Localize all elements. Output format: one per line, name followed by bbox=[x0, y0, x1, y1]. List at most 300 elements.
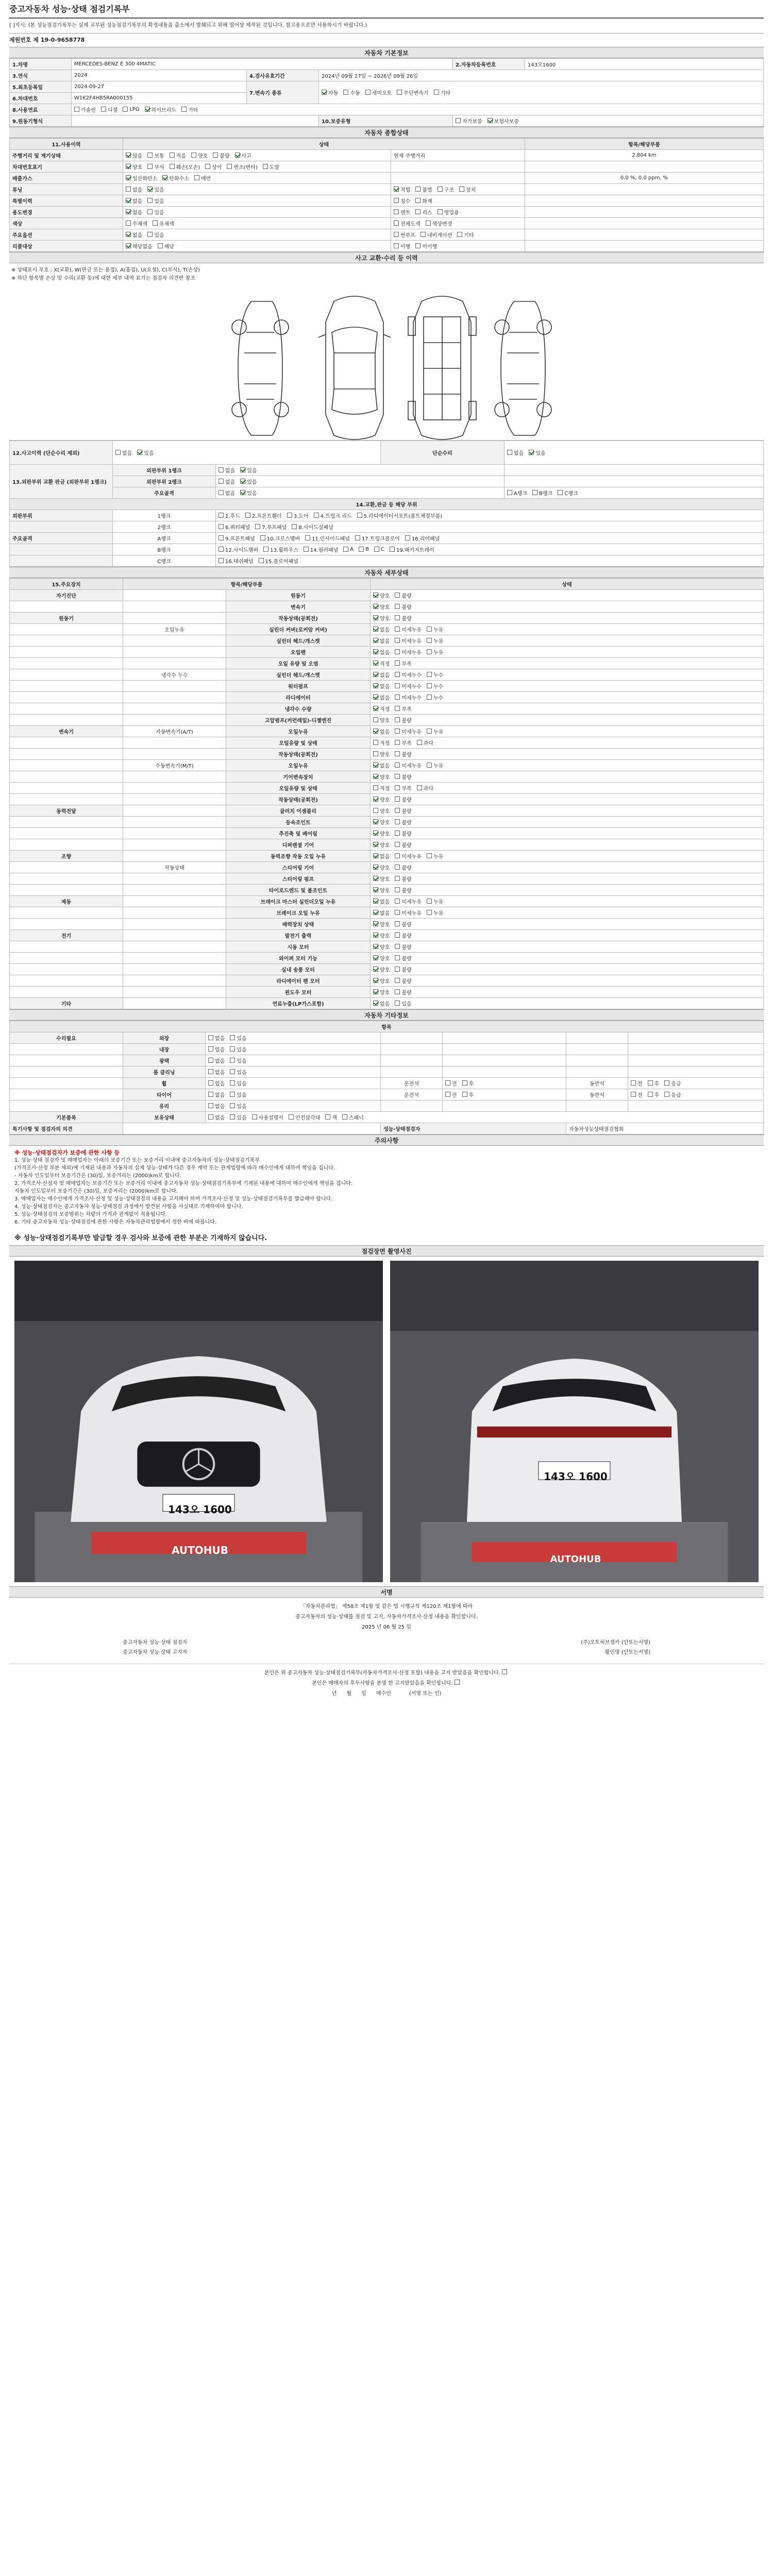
detail-checkbox[interactable] bbox=[373, 999, 390, 1007]
detail-checkbox[interactable] bbox=[395, 807, 411, 815]
detail-checkbox[interactable] bbox=[373, 931, 390, 939]
general-checkbox[interactable] bbox=[147, 185, 164, 193]
checkbox-box[interactable] bbox=[415, 209, 421, 214]
checkbox-box[interactable] bbox=[373, 1001, 378, 1006]
checkbox-box[interactable] bbox=[145, 107, 150, 112]
checkbox-box[interactable] bbox=[373, 910, 378, 915]
other-checkbox[interactable] bbox=[208, 1091, 225, 1098]
detail-checkbox[interactable] bbox=[427, 727, 443, 735]
checkbox-box[interactable] bbox=[208, 1080, 213, 1086]
checkbox-box[interactable] bbox=[427, 762, 432, 768]
checkbox-box[interactable] bbox=[631, 1080, 636, 1086]
simple-repair-options-checkbox[interactable] bbox=[507, 449, 524, 456]
checkbox-box[interactable] bbox=[126, 232, 131, 237]
detail-checkbox[interactable] bbox=[373, 943, 390, 951]
checkbox-box[interactable] bbox=[394, 221, 399, 226]
checkbox-box[interactable] bbox=[558, 490, 563, 495]
checkbox-box[interactable] bbox=[373, 933, 378, 938]
general-checkbox[interactable] bbox=[205, 163, 222, 171]
checkbox-box[interactable] bbox=[219, 479, 224, 484]
checkbox-box[interactable] bbox=[126, 243, 131, 248]
checkbox-box[interactable] bbox=[230, 1035, 235, 1040]
checkbox-box[interactable] bbox=[373, 774, 378, 779]
checkbox-box[interactable] bbox=[126, 164, 131, 169]
checkbox-box[interactable] bbox=[445, 1092, 450, 1097]
checkbox-box[interactable] bbox=[191, 152, 196, 158]
checkbox-box[interactable] bbox=[395, 899, 400, 904]
part-checkbox[interactable] bbox=[374, 547, 384, 552]
part-checkbox[interactable] bbox=[219, 557, 254, 565]
checkbox-box[interactable] bbox=[532, 490, 537, 495]
detail-checkbox[interactable] bbox=[373, 591, 390, 599]
checkbox-box[interactable] bbox=[230, 1092, 235, 1097]
general-checkbox[interactable] bbox=[213, 151, 229, 159]
checkbox-box[interactable] bbox=[227, 164, 232, 169]
part-checkbox[interactable] bbox=[305, 534, 350, 542]
detail-checkbox[interactable] bbox=[395, 931, 411, 939]
detail-checkbox[interactable] bbox=[395, 773, 411, 781]
part-checkbox[interactable] bbox=[287, 512, 309, 519]
general-checkbox[interactable] bbox=[126, 208, 142, 216]
detail-checkbox[interactable] bbox=[395, 954, 411, 962]
trans-options-checkbox[interactable] bbox=[365, 89, 392, 96]
detail-checkbox[interactable] bbox=[395, 637, 422, 645]
general-checkbox[interactable] bbox=[126, 219, 147, 227]
checkbox-box[interactable] bbox=[170, 152, 175, 158]
general-checkbox[interactable] bbox=[153, 219, 174, 227]
other-checkbox[interactable] bbox=[208, 1068, 225, 1076]
checkbox-box[interactable] bbox=[415, 243, 421, 248]
detail-checkbox[interactable] bbox=[395, 705, 411, 713]
detail-checkbox[interactable] bbox=[395, 920, 411, 928]
fuel-options-checkbox[interactable] bbox=[181, 106, 198, 113]
checkbox-box[interactable] bbox=[208, 1092, 213, 1097]
checkbox-box[interactable] bbox=[462, 1092, 467, 1097]
detail-checkbox[interactable] bbox=[395, 818, 411, 826]
checkbox-box[interactable] bbox=[240, 490, 245, 495]
detail-checkbox[interactable] bbox=[373, 750, 390, 758]
general-checkbox[interactable] bbox=[263, 163, 279, 171]
checkbox-box[interactable] bbox=[405, 535, 410, 540]
checkbox-box[interactable] bbox=[488, 118, 493, 123]
checkbox-box[interactable] bbox=[322, 90, 327, 95]
detail-checkbox[interactable] bbox=[373, 784, 390, 792]
confirm-checkbox-2[interactable] bbox=[455, 1680, 460, 1685]
checkbox-box[interactable] bbox=[230, 1069, 235, 1074]
checkbox-box[interactable] bbox=[395, 921, 400, 926]
detail-checkbox[interactable] bbox=[417, 739, 433, 747]
checkbox-box[interactable] bbox=[395, 978, 400, 983]
other-x2-checkbox[interactable] bbox=[631, 1091, 643, 1098]
checkbox-box[interactable] bbox=[394, 243, 399, 248]
checkbox-box[interactable] bbox=[664, 1080, 669, 1086]
checkbox-box[interactable] bbox=[230, 1080, 235, 1086]
checkbox-box[interactable] bbox=[123, 107, 128, 112]
detail-checkbox[interactable] bbox=[373, 603, 390, 611]
detail-checkbox[interactable] bbox=[417, 784, 433, 792]
checkbox-box[interactable] bbox=[459, 187, 464, 192]
detail-checkbox[interactable] bbox=[395, 603, 411, 611]
checkbox-box[interactable] bbox=[373, 751, 378, 756]
accident-history-options-checkbox[interactable] bbox=[137, 449, 154, 456]
checkbox-box[interactable] bbox=[357, 513, 362, 518]
part-checkbox[interactable] bbox=[219, 512, 240, 519]
checkbox-box[interactable] bbox=[421, 232, 426, 237]
checkbox-box[interactable] bbox=[219, 535, 224, 540]
detail-checkbox[interactable] bbox=[395, 682, 422, 690]
checkbox-box[interactable] bbox=[343, 90, 348, 95]
checkbox-box[interactable] bbox=[181, 107, 187, 112]
part-checkbox[interactable] bbox=[292, 523, 333, 531]
checkbox-box[interactable] bbox=[373, 649, 378, 654]
checkbox-box[interactable] bbox=[373, 660, 378, 666]
checkbox-box[interactable] bbox=[373, 706, 378, 711]
general-sub-checkbox[interactable] bbox=[394, 231, 415, 239]
checkbox-box[interactable] bbox=[395, 887, 400, 892]
general-checkbox[interactable] bbox=[126, 174, 157, 182]
detail-checkbox[interactable] bbox=[395, 591, 411, 599]
detail-checkbox[interactable] bbox=[373, 727, 390, 735]
checkbox-box[interactable] bbox=[395, 865, 400, 870]
other-x2-checkbox[interactable] bbox=[664, 1091, 681, 1098]
checkbox-box[interactable] bbox=[395, 706, 400, 711]
checkbox-box[interactable] bbox=[373, 717, 378, 722]
checkbox-box[interactable] bbox=[427, 638, 432, 643]
checkbox-box[interactable] bbox=[147, 164, 153, 169]
part-checkbox[interactable] bbox=[245, 512, 282, 519]
other-checkbox[interactable] bbox=[208, 1079, 225, 1087]
checkbox-box[interactable] bbox=[395, 604, 400, 609]
checkbox-box[interactable] bbox=[126, 152, 131, 158]
checkbox-box[interactable] bbox=[395, 853, 400, 858]
other-extra-checkbox[interactable] bbox=[325, 1113, 337, 1121]
detail-checkbox[interactable] bbox=[373, 739, 390, 747]
detail-checkbox[interactable] bbox=[427, 682, 443, 690]
detail-checkbox[interactable] bbox=[373, 659, 390, 667]
checkbox-box[interactable] bbox=[213, 152, 218, 158]
checkbox-box[interactable] bbox=[373, 762, 378, 768]
detail-checkbox[interactable] bbox=[373, 807, 390, 815]
checkbox-box[interactable] bbox=[373, 615, 378, 620]
fuel-options-checkbox[interactable] bbox=[123, 107, 139, 112]
guarantee-options-checkbox[interactable] bbox=[488, 117, 519, 125]
checkbox-box[interactable] bbox=[292, 524, 297, 529]
detail-checkbox[interactable] bbox=[373, 795, 390, 803]
checkbox-box[interactable] bbox=[162, 175, 167, 180]
other-checkbox[interactable] bbox=[230, 1102, 246, 1110]
detail-checkbox[interactable] bbox=[395, 841, 411, 849]
part-checkbox[interactable] bbox=[359, 547, 369, 552]
detail-checkbox[interactable] bbox=[427, 637, 443, 645]
detail-checkbox[interactable] bbox=[373, 977, 390, 985]
detail-checkbox[interactable] bbox=[395, 761, 422, 769]
checkbox-box[interactable] bbox=[240, 479, 245, 484]
checkbox-box[interactable] bbox=[245, 513, 250, 518]
confirm-checkbox-1[interactable] bbox=[502, 1669, 507, 1674]
checkbox-box[interactable] bbox=[395, 626, 400, 632]
checkbox-box[interactable] bbox=[208, 1114, 213, 1120]
other-checkbox[interactable] bbox=[230, 1113, 246, 1121]
detail-checkbox[interactable] bbox=[373, 705, 390, 713]
detail-checkbox[interactable] bbox=[395, 784, 411, 792]
detail-checkbox[interactable] bbox=[395, 863, 411, 871]
other-x2-checkbox[interactable] bbox=[631, 1079, 643, 1087]
checkbox-box[interactable] bbox=[434, 90, 439, 95]
checkbox-box[interactable] bbox=[438, 209, 443, 214]
checkbox-box[interactable] bbox=[427, 649, 432, 654]
detail-checkbox[interactable] bbox=[427, 625, 443, 633]
checkbox-box[interactable] bbox=[373, 887, 378, 892]
other-checkbox[interactable] bbox=[230, 1045, 246, 1053]
fuel-options-checkbox[interactable] bbox=[101, 106, 117, 113]
other-checkbox[interactable] bbox=[208, 1113, 225, 1121]
detail-checkbox[interactable] bbox=[373, 841, 390, 849]
checkbox-box[interactable] bbox=[395, 649, 400, 654]
checkbox-box[interactable] bbox=[373, 955, 378, 960]
checkbox-box[interactable] bbox=[395, 615, 400, 620]
detail-checkbox[interactable] bbox=[373, 829, 390, 837]
general-checkbox[interactable] bbox=[235, 151, 251, 159]
general-checkbox[interactable] bbox=[126, 151, 142, 159]
checkbox-box[interactable] bbox=[373, 921, 378, 926]
checkbox-box[interactable] bbox=[355, 535, 360, 540]
other-x1-checkbox[interactable] bbox=[462, 1079, 474, 1087]
part-checkbox[interactable] bbox=[314, 512, 352, 519]
accident-history-options-checkbox[interactable] bbox=[115, 449, 132, 456]
other-x2-checkbox[interactable] bbox=[664, 1079, 681, 1087]
general-sub-checkbox[interactable] bbox=[394, 197, 410, 205]
checkbox-box[interactable] bbox=[395, 672, 400, 677]
general-sub-checkbox[interactable] bbox=[394, 219, 421, 227]
detail-checkbox[interactable] bbox=[395, 999, 411, 1007]
detail-checkbox[interactable] bbox=[373, 761, 390, 769]
detail-checkbox[interactable] bbox=[395, 750, 411, 758]
general-checkbox[interactable] bbox=[170, 163, 200, 171]
checkbox-box[interactable] bbox=[394, 232, 399, 237]
detail-checkbox[interactable] bbox=[373, 648, 390, 656]
checkbox-box[interactable] bbox=[374, 547, 379, 552]
checkbox-box[interactable] bbox=[219, 524, 224, 529]
checkbox-box[interactable] bbox=[395, 796, 400, 802]
detail-checkbox[interactable] bbox=[373, 886, 390, 894]
checkbox-box[interactable] bbox=[235, 152, 240, 158]
part-checkbox[interactable] bbox=[263, 546, 298, 553]
other-x1-checkbox[interactable] bbox=[462, 1091, 474, 1098]
other-checkbox[interactable] bbox=[230, 1068, 246, 1076]
checkbox-box[interactable] bbox=[395, 638, 400, 643]
part-checkbox[interactable] bbox=[357, 512, 443, 519]
other-x2-checkbox[interactable] bbox=[648, 1091, 660, 1098]
other-checkbox[interactable] bbox=[230, 1079, 246, 1087]
checkbox-box[interactable] bbox=[115, 450, 121, 455]
checkbox-box[interactable] bbox=[373, 978, 378, 983]
detail-checkbox[interactable] bbox=[373, 897, 390, 905]
detail-checkbox[interactable] bbox=[373, 852, 390, 860]
fuel-options-checkbox[interactable] bbox=[145, 106, 176, 113]
checkbox-box[interactable] bbox=[648, 1092, 653, 1097]
general-checkbox[interactable] bbox=[126, 163, 142, 171]
detail-checkbox[interactable] bbox=[395, 659, 411, 667]
checkbox-box[interactable] bbox=[373, 694, 378, 700]
checkbox-box[interactable] bbox=[395, 740, 400, 745]
checkbox-box[interactable] bbox=[395, 842, 400, 847]
general-checkbox[interactable] bbox=[194, 174, 211, 182]
checkbox-box[interactable] bbox=[325, 1114, 330, 1120]
checkbox-box[interactable] bbox=[373, 853, 378, 858]
general-checkbox[interactable] bbox=[170, 151, 186, 159]
checkbox-box[interactable] bbox=[230, 1046, 235, 1052]
checkbox-box[interactable] bbox=[126, 187, 131, 192]
detail-checkbox[interactable] bbox=[395, 727, 422, 735]
general-sub-checkbox[interactable] bbox=[459, 185, 476, 193]
checkbox-box[interactable] bbox=[158, 243, 163, 248]
part-checkbox[interactable] bbox=[343, 547, 354, 552]
general-sub-checkbox[interactable] bbox=[438, 185, 454, 193]
checkbox-box[interactable] bbox=[208, 1103, 213, 1108]
checkbox-box[interactable] bbox=[373, 876, 378, 881]
detail-checkbox[interactable] bbox=[373, 988, 390, 996]
guarantee-options-checkbox[interactable] bbox=[456, 117, 482, 125]
detail-checkbox[interactable] bbox=[427, 648, 443, 656]
checkbox-box[interactable] bbox=[456, 118, 461, 123]
other-checkbox[interactable] bbox=[208, 1102, 225, 1110]
checkbox-box[interactable] bbox=[394, 187, 399, 192]
part-checkbox[interactable] bbox=[219, 534, 255, 542]
checkbox-box[interactable] bbox=[395, 933, 400, 938]
simple-repair-options-checkbox[interactable] bbox=[529, 449, 545, 456]
checkbox-box[interactable] bbox=[395, 831, 400, 836]
checkbox-box[interactable] bbox=[507, 450, 512, 455]
checkbox-box[interactable] bbox=[395, 694, 400, 700]
checkbox-box[interactable] bbox=[395, 751, 400, 756]
checkbox-box[interactable] bbox=[395, 728, 400, 734]
checkbox-box[interactable] bbox=[457, 232, 462, 237]
checkbox-box[interactable] bbox=[373, 831, 378, 836]
checkbox-box[interactable] bbox=[259, 558, 264, 563]
general-checkbox[interactable] bbox=[147, 208, 164, 216]
other-checkbox[interactable] bbox=[230, 1057, 246, 1064]
checkbox-box[interactable] bbox=[373, 819, 378, 824]
detail-checkbox[interactable] bbox=[373, 716, 390, 724]
checkbox-box[interactable] bbox=[208, 1058, 213, 1063]
checkbox-box[interactable] bbox=[147, 232, 153, 237]
checkbox-box[interactable] bbox=[373, 740, 378, 745]
checkbox-box[interactable] bbox=[208, 1035, 213, 1040]
checkbox-box[interactable] bbox=[395, 1001, 400, 1006]
general-sub-checkbox[interactable] bbox=[426, 219, 452, 227]
checkbox-box[interactable] bbox=[427, 672, 432, 677]
checkbox-box[interactable] bbox=[219, 490, 224, 495]
trans-options-checkbox[interactable] bbox=[397, 89, 428, 96]
checkbox-box[interactable] bbox=[395, 944, 400, 949]
checkbox-box[interactable] bbox=[342, 1114, 347, 1120]
checkbox-box[interactable] bbox=[263, 547, 268, 552]
detail-checkbox[interactable] bbox=[395, 625, 422, 633]
detail-checkbox[interactable] bbox=[373, 965, 390, 973]
checkbox-box[interactable] bbox=[664, 1092, 669, 1097]
outer-checkbox[interactable] bbox=[240, 466, 257, 474]
checkbox-box[interactable] bbox=[427, 853, 432, 858]
checkbox-box[interactable] bbox=[427, 683, 432, 688]
checkbox-box[interactable] bbox=[427, 899, 432, 904]
trans-options-checkbox[interactable] bbox=[322, 89, 338, 96]
checkbox-box[interactable] bbox=[395, 774, 400, 779]
checkbox-box[interactable] bbox=[147, 152, 153, 158]
checkbox-box[interactable] bbox=[462, 1080, 467, 1086]
checkbox-box[interactable] bbox=[205, 164, 210, 169]
general-checkbox[interactable] bbox=[126, 231, 142, 239]
detail-checkbox[interactable] bbox=[373, 682, 390, 690]
checkbox-box[interactable] bbox=[373, 728, 378, 734]
checkbox-box[interactable] bbox=[359, 547, 364, 552]
checkbox-box[interactable] bbox=[395, 762, 400, 768]
other-checkbox[interactable] bbox=[208, 1045, 225, 1053]
general-checkbox[interactable] bbox=[147, 163, 164, 171]
checkbox-box[interactable] bbox=[137, 450, 142, 455]
checkbox-box[interactable] bbox=[395, 683, 400, 688]
outer-sub-checkbox[interactable] bbox=[507, 489, 527, 497]
general-checkbox[interactable] bbox=[126, 197, 142, 205]
checkbox-box[interactable] bbox=[394, 198, 399, 203]
part-checkbox[interactable] bbox=[219, 546, 258, 553]
outer-checkbox[interactable] bbox=[240, 478, 257, 485]
detail-checkbox[interactable] bbox=[427, 909, 443, 917]
checkbox-box[interactable] bbox=[445, 1080, 450, 1086]
part-checkbox[interactable] bbox=[390, 546, 434, 553]
detail-checkbox[interactable] bbox=[395, 909, 422, 917]
general-sub-checkbox[interactable] bbox=[438, 208, 459, 216]
checkbox-box[interactable] bbox=[395, 955, 400, 960]
detail-checkbox[interactable] bbox=[373, 909, 390, 917]
checkbox-box[interactable] bbox=[343, 547, 348, 552]
general-sub-checkbox[interactable] bbox=[415, 197, 432, 205]
checkbox-box[interactable] bbox=[219, 547, 224, 552]
general-sub-checkbox[interactable] bbox=[415, 185, 432, 193]
general-checkbox[interactable] bbox=[126, 185, 142, 193]
other-x1-checkbox[interactable] bbox=[445, 1079, 457, 1087]
other-checkbox[interactable] bbox=[208, 1034, 225, 1042]
part-checkbox[interactable] bbox=[219, 523, 250, 531]
checkbox-box[interactable] bbox=[260, 535, 265, 540]
checkbox-box[interactable] bbox=[395, 967, 400, 972]
checkbox-box[interactable] bbox=[304, 547, 309, 552]
checkbox-box[interactable] bbox=[373, 626, 378, 632]
detail-checkbox[interactable] bbox=[395, 829, 411, 837]
detail-checkbox[interactable] bbox=[395, 943, 411, 951]
other-x1-checkbox[interactable] bbox=[445, 1091, 457, 1098]
detail-checkbox[interactable] bbox=[395, 977, 411, 985]
checkbox-box[interactable] bbox=[427, 694, 432, 700]
general-sub-checkbox[interactable] bbox=[415, 208, 432, 216]
general-sub-checkbox[interactable] bbox=[457, 231, 474, 239]
checkbox-box[interactable] bbox=[219, 513, 224, 518]
outer-checkbox[interactable] bbox=[219, 489, 235, 497]
general-sub-checkbox[interactable] bbox=[415, 242, 437, 250]
checkbox-box[interactable] bbox=[394, 209, 399, 214]
checkbox-box[interactable] bbox=[373, 944, 378, 949]
general-checkbox[interactable] bbox=[162, 174, 189, 182]
checkbox-box[interactable] bbox=[415, 198, 421, 203]
checkbox-box[interactable] bbox=[395, 910, 400, 915]
checkbox-box[interactable] bbox=[395, 592, 400, 598]
checkbox-box[interactable] bbox=[170, 164, 175, 169]
checkbox-box[interactable] bbox=[395, 876, 400, 881]
checkbox-box[interactable] bbox=[415, 187, 421, 192]
checkbox-box[interactable] bbox=[373, 842, 378, 847]
checkbox-box[interactable] bbox=[395, 808, 400, 813]
checkbox-box[interactable] bbox=[427, 728, 432, 734]
checkbox-box[interactable] bbox=[648, 1080, 653, 1086]
